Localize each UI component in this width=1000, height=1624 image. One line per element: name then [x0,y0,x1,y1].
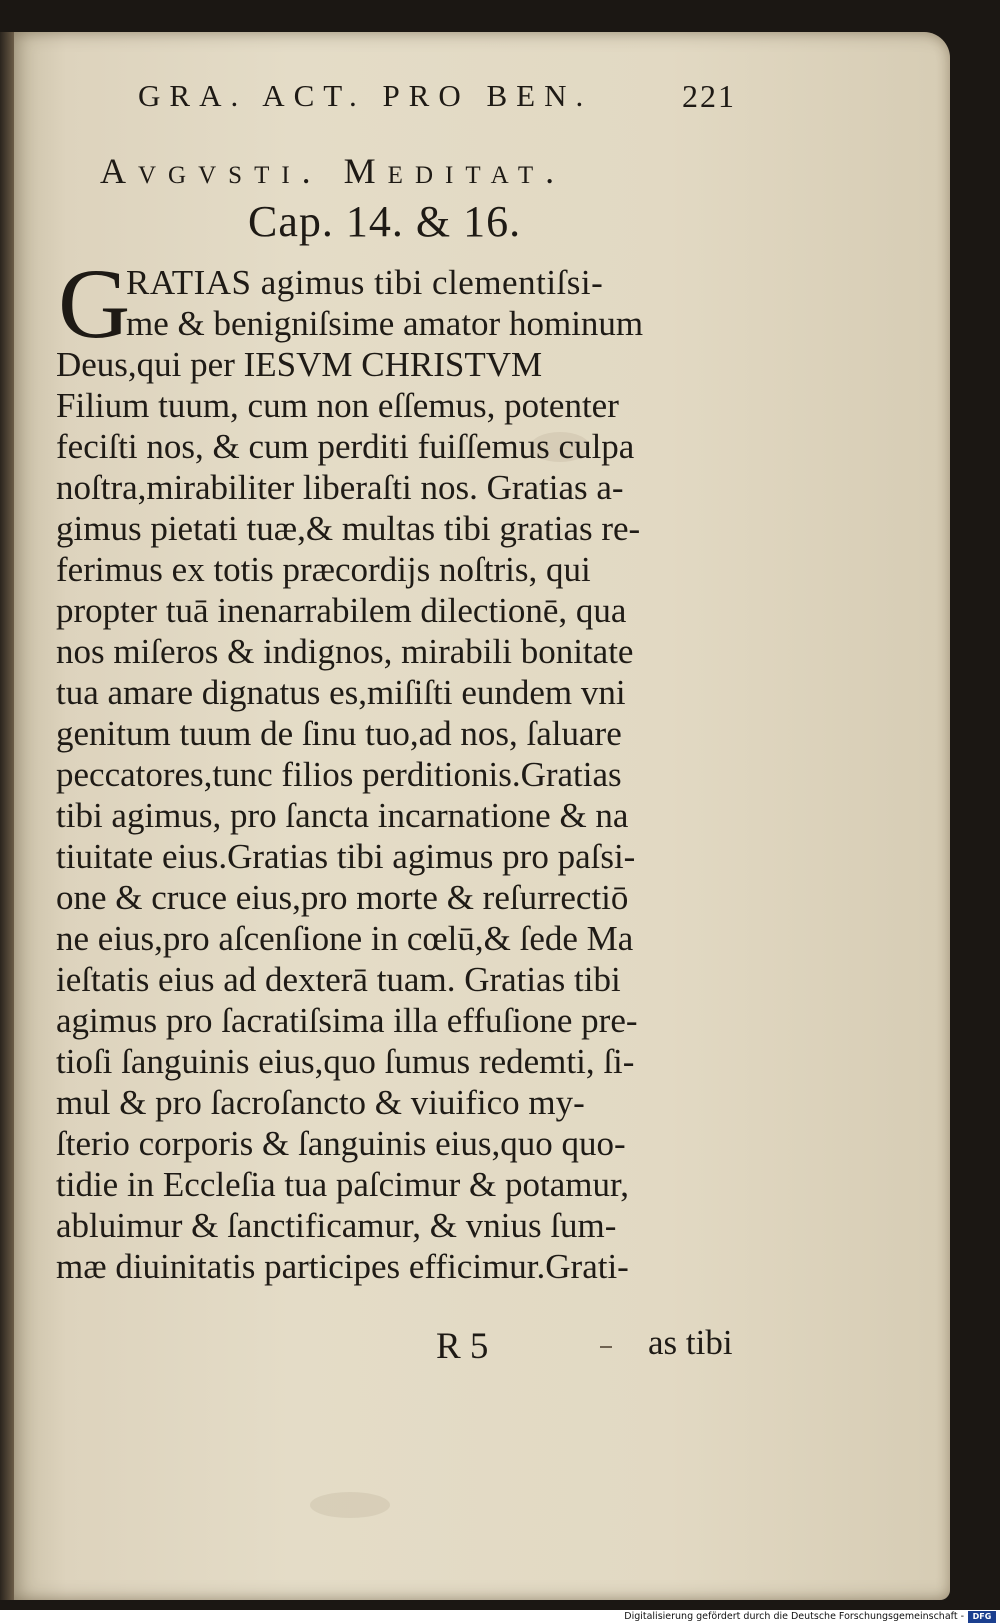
drop-cap: G [58,248,131,359]
text-line: tiuitate eius.Gratias tibi agimus pro paſsi- [56,837,636,876]
text-line: ne eius,pro aſcenſione in cœlū,& ſede Ma [56,919,634,958]
text-line: RATIAS agimus tibi clementiſsi- [126,263,604,302]
text-line: one & cruce eius,pro morte & reſurrectiō [56,878,629,917]
text-line: peccatores,tunc filios perditionis.Gratias [56,755,622,794]
signature-mark: R 5 [436,1326,489,1367]
text-line: feciſti nos, & cum perditi fuiſſemus culpa [56,427,635,466]
text-line: genitum tuum de ſinu tuo,ad nos, ſaluare [56,714,622,753]
text-line: mæ diuinitatis participes efficimur.Grati- [56,1247,629,1286]
text-line: ieſtatis eius ad dexterā tuam. Gratias tibi [56,960,621,999]
text-line: nos miſeros & indignos, mirabili bonitate [56,632,634,671]
running-head [118,78,738,118]
text-line: tidie in Eccleſia tua paſcimur & potamur, [56,1165,629,1204]
chapter-subheading: Cap. 14. & 16. [248,197,522,246]
text-line: propter tuā inenarrabilem dilectionē, qua [56,591,627,630]
text-line: tua amare dignatus es,miſiſti eundem vni [56,673,626,712]
text-line: noſtra,mirabiliter liberaſti nos. Gratias a- [56,468,624,507]
ink-mark [600,1346,612,1348]
text-line: agimus pro ſacratiſsima illa effuſione pre- [56,1001,638,1040]
chapter-heading: Avgvsti. Meditat. [100,151,567,191]
text-line: tioſi ſanguinis eius,quo ſumus redemti, ſi- [56,1042,635,1081]
catchword: as tibi [648,1323,733,1362]
text-line: tibi agimus, pro ſancta incarnatione & na [56,796,629,835]
text-line: gimus pietati tuæ,& multas tibi gratias re- [56,509,641,548]
text-line: abluimur & ſanctificamur, & vnius ſum- [56,1206,617,1245]
text-line: me & benigniſsime amator hominum [126,304,644,343]
text-line: ſterio corporis & ſanguinis eius,quo quo- [56,1124,626,1163]
text-line: Deus,qui per IESVM CHRISTVM [56,345,543,384]
paper-stain [310,1492,390,1518]
running-head-title: GRA. ACT. PRO BEN. [138,78,593,113]
page-number: 221 [682,78,736,114]
book-spine [0,32,14,1600]
digitization-credit: Digitalisierung gefördert durch die Deutsche Forschungsgemeinschaft - [624,1611,964,1622]
text-line: Filium tuum, cum non eſſemus, potenter [56,386,619,425]
dfg-logo: DFG [968,1611,996,1623]
text-line: mul & pro ſacroſancto & viuifico my- [56,1083,585,1122]
text-line: ferimus ex totis præcordijs noſtris, qui [56,550,591,589]
